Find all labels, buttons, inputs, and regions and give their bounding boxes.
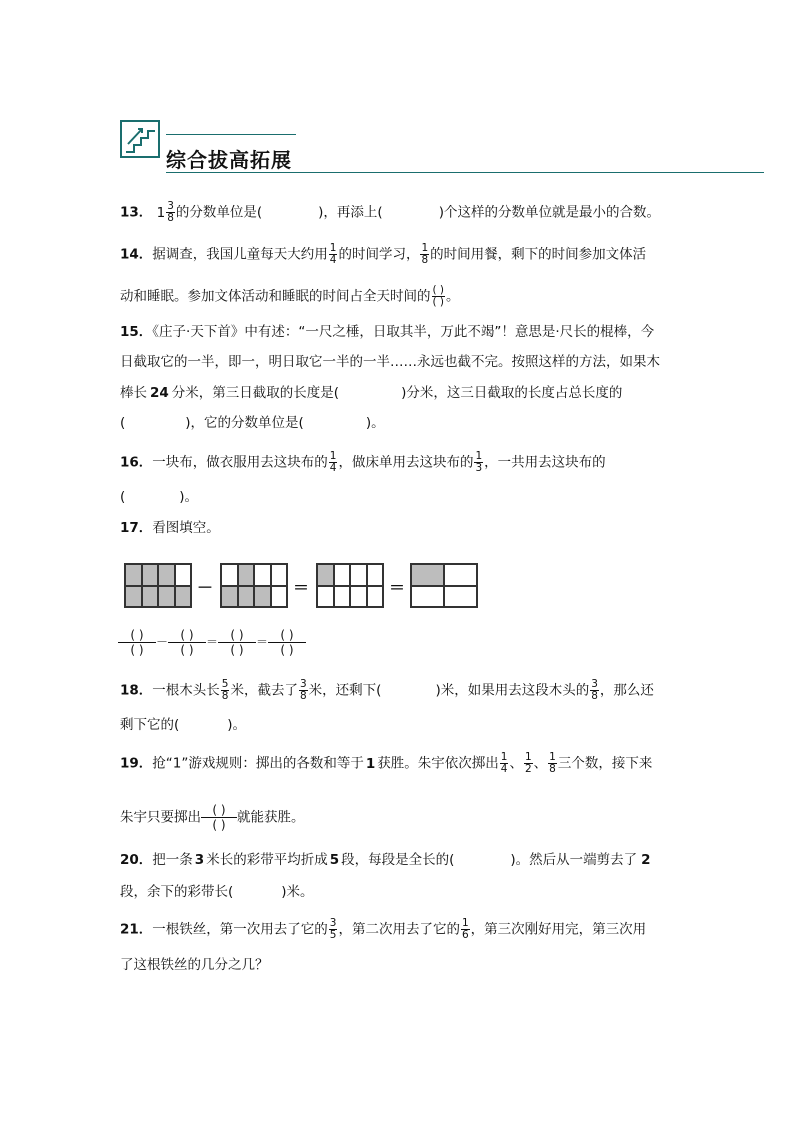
- question-15-line3: 棒长 24 分米，第三日截取的长度是( )分米，这三日截取的长度占总长度的: [120, 385, 623, 401]
- question-14-line2: 动和睡眠。参加文体活动和睡眠的时间占全天时间的 $\frac{( )}{( )}$ 。: [120, 284, 460, 308]
- question-16-line2: ( )。: [120, 489, 199, 505]
- answer-fraction-blank[interactable]: $\frac{( )}{( )}$: [201, 803, 237, 832]
- mixed-number: 1 $\frac{3}{8}$: [156, 200, 174, 224]
- stairs-icon: [120, 120, 160, 158]
- header-bottom-rule: [166, 172, 764, 173]
- question-15-line4: ( )，它的分数单位是( )。: [120, 415, 385, 431]
- minus-symbol: －: [197, 578, 214, 597]
- question-18: 18．一根木头长 $\frac{5}{8}$ 米，截去了 $\frac{3}{8}$ 米，还剩下( )米，如果用去这段木头的 $\frac{3}{8}$ ，那么还: [120, 678, 654, 702]
- question-20-line2: 段，余下的彩带长( )米。: [120, 884, 314, 900]
- fraction-grid-1: [124, 563, 192, 608]
- answer-fraction-blank[interactable]: $\frac{( )}{( )}$: [118, 628, 156, 657]
- fraction-grid-4: [410, 563, 478, 608]
- answer-fraction-blank[interactable]: $\frac{( )}{( )}$: [218, 628, 256, 657]
- question-15: 15．《庄子·天下首》中有述：“一尺之棰，日取其半，万此不竭”！意思是·尺长的棍棒，今: [120, 324, 655, 340]
- fraction-grid-2: [220, 563, 288, 608]
- question-19: 19．抢“1”游戏规则：掷出的各数和等于 1 获胜。朱宇依次掷出 $\frac{1}{4}$ 、 $\frac{1}{2}$ 、 $\frac{1}{8}$ 三个数，接下来: [120, 751, 653, 775]
- answer-fraction-blank[interactable]: $\frac{( )}{( )}$: [168, 628, 206, 657]
- answer-fraction-blank[interactable]: $\frac{( )}{( )}$: [268, 628, 306, 657]
- answer-fraction-blank[interactable]: $\frac{( )}{( )}$: [432, 284, 445, 308]
- question-16: 16．一块布，做衣服用去这块布的 $\frac{1}{4}$ ，做床单用去这块布的 $\frac{1}{3}$ ，一共用去这块布的: [120, 450, 606, 474]
- question-15-line2: 日截取它的一半，即一，明日取它一半的一半……永远也截不完。按照这样的方法，如果木: [120, 354, 660, 370]
- question-13: 13． 1 $\frac{3}{8}$ 的分数单位是( )，再添上( )个这样的分数单位就是最小的合数。: [120, 200, 660, 224]
- question-18-line2: 剩下它的( )。: [120, 717, 247, 733]
- page-title: 综合拔高拓展: [166, 148, 292, 172]
- equals-symbol: ＝: [389, 578, 406, 597]
- question-20: 20．把一条 3 米长的彩带平均折成 5 段，每段是全长的( )。然后从一端剪去了 2: [120, 852, 651, 868]
- header-top-rule: [166, 134, 296, 135]
- question-21-line2: 了这根铁丝的几分之几？: [120, 957, 269, 973]
- question-14: 14．据调查，我国儿童每天大约用 $\frac{1}{4}$ 的时间学习， $\frac{1}{8}$ 的时间用餐，剩下的时间参加文体活: [120, 242, 647, 266]
- q17-fraction-equation: $\frac{( )}{( )}$ － $\frac{( )}{( )}$ ＝ $\frac{( )}{( )}$ ＝ $\frac{( )}{( )}$: [118, 627, 306, 657]
- question-19-line2: 朱宇只要掷出 $\frac{( )}{( )}$ 就能获胜。: [120, 803, 305, 832]
- fraction-grid-3: [316, 563, 384, 608]
- question-21: 21．一根铁丝，第一次用去了它的 $\frac{3}{5}$ ，第二次用去了它的 $\frac{1}{6}$ ，第三次刚好用完，第三次用: [120, 917, 647, 941]
- question-17: 17．看图填空。: [120, 520, 220, 536]
- section-header: [120, 118, 764, 174]
- equals-symbol: ＝: [293, 578, 310, 597]
